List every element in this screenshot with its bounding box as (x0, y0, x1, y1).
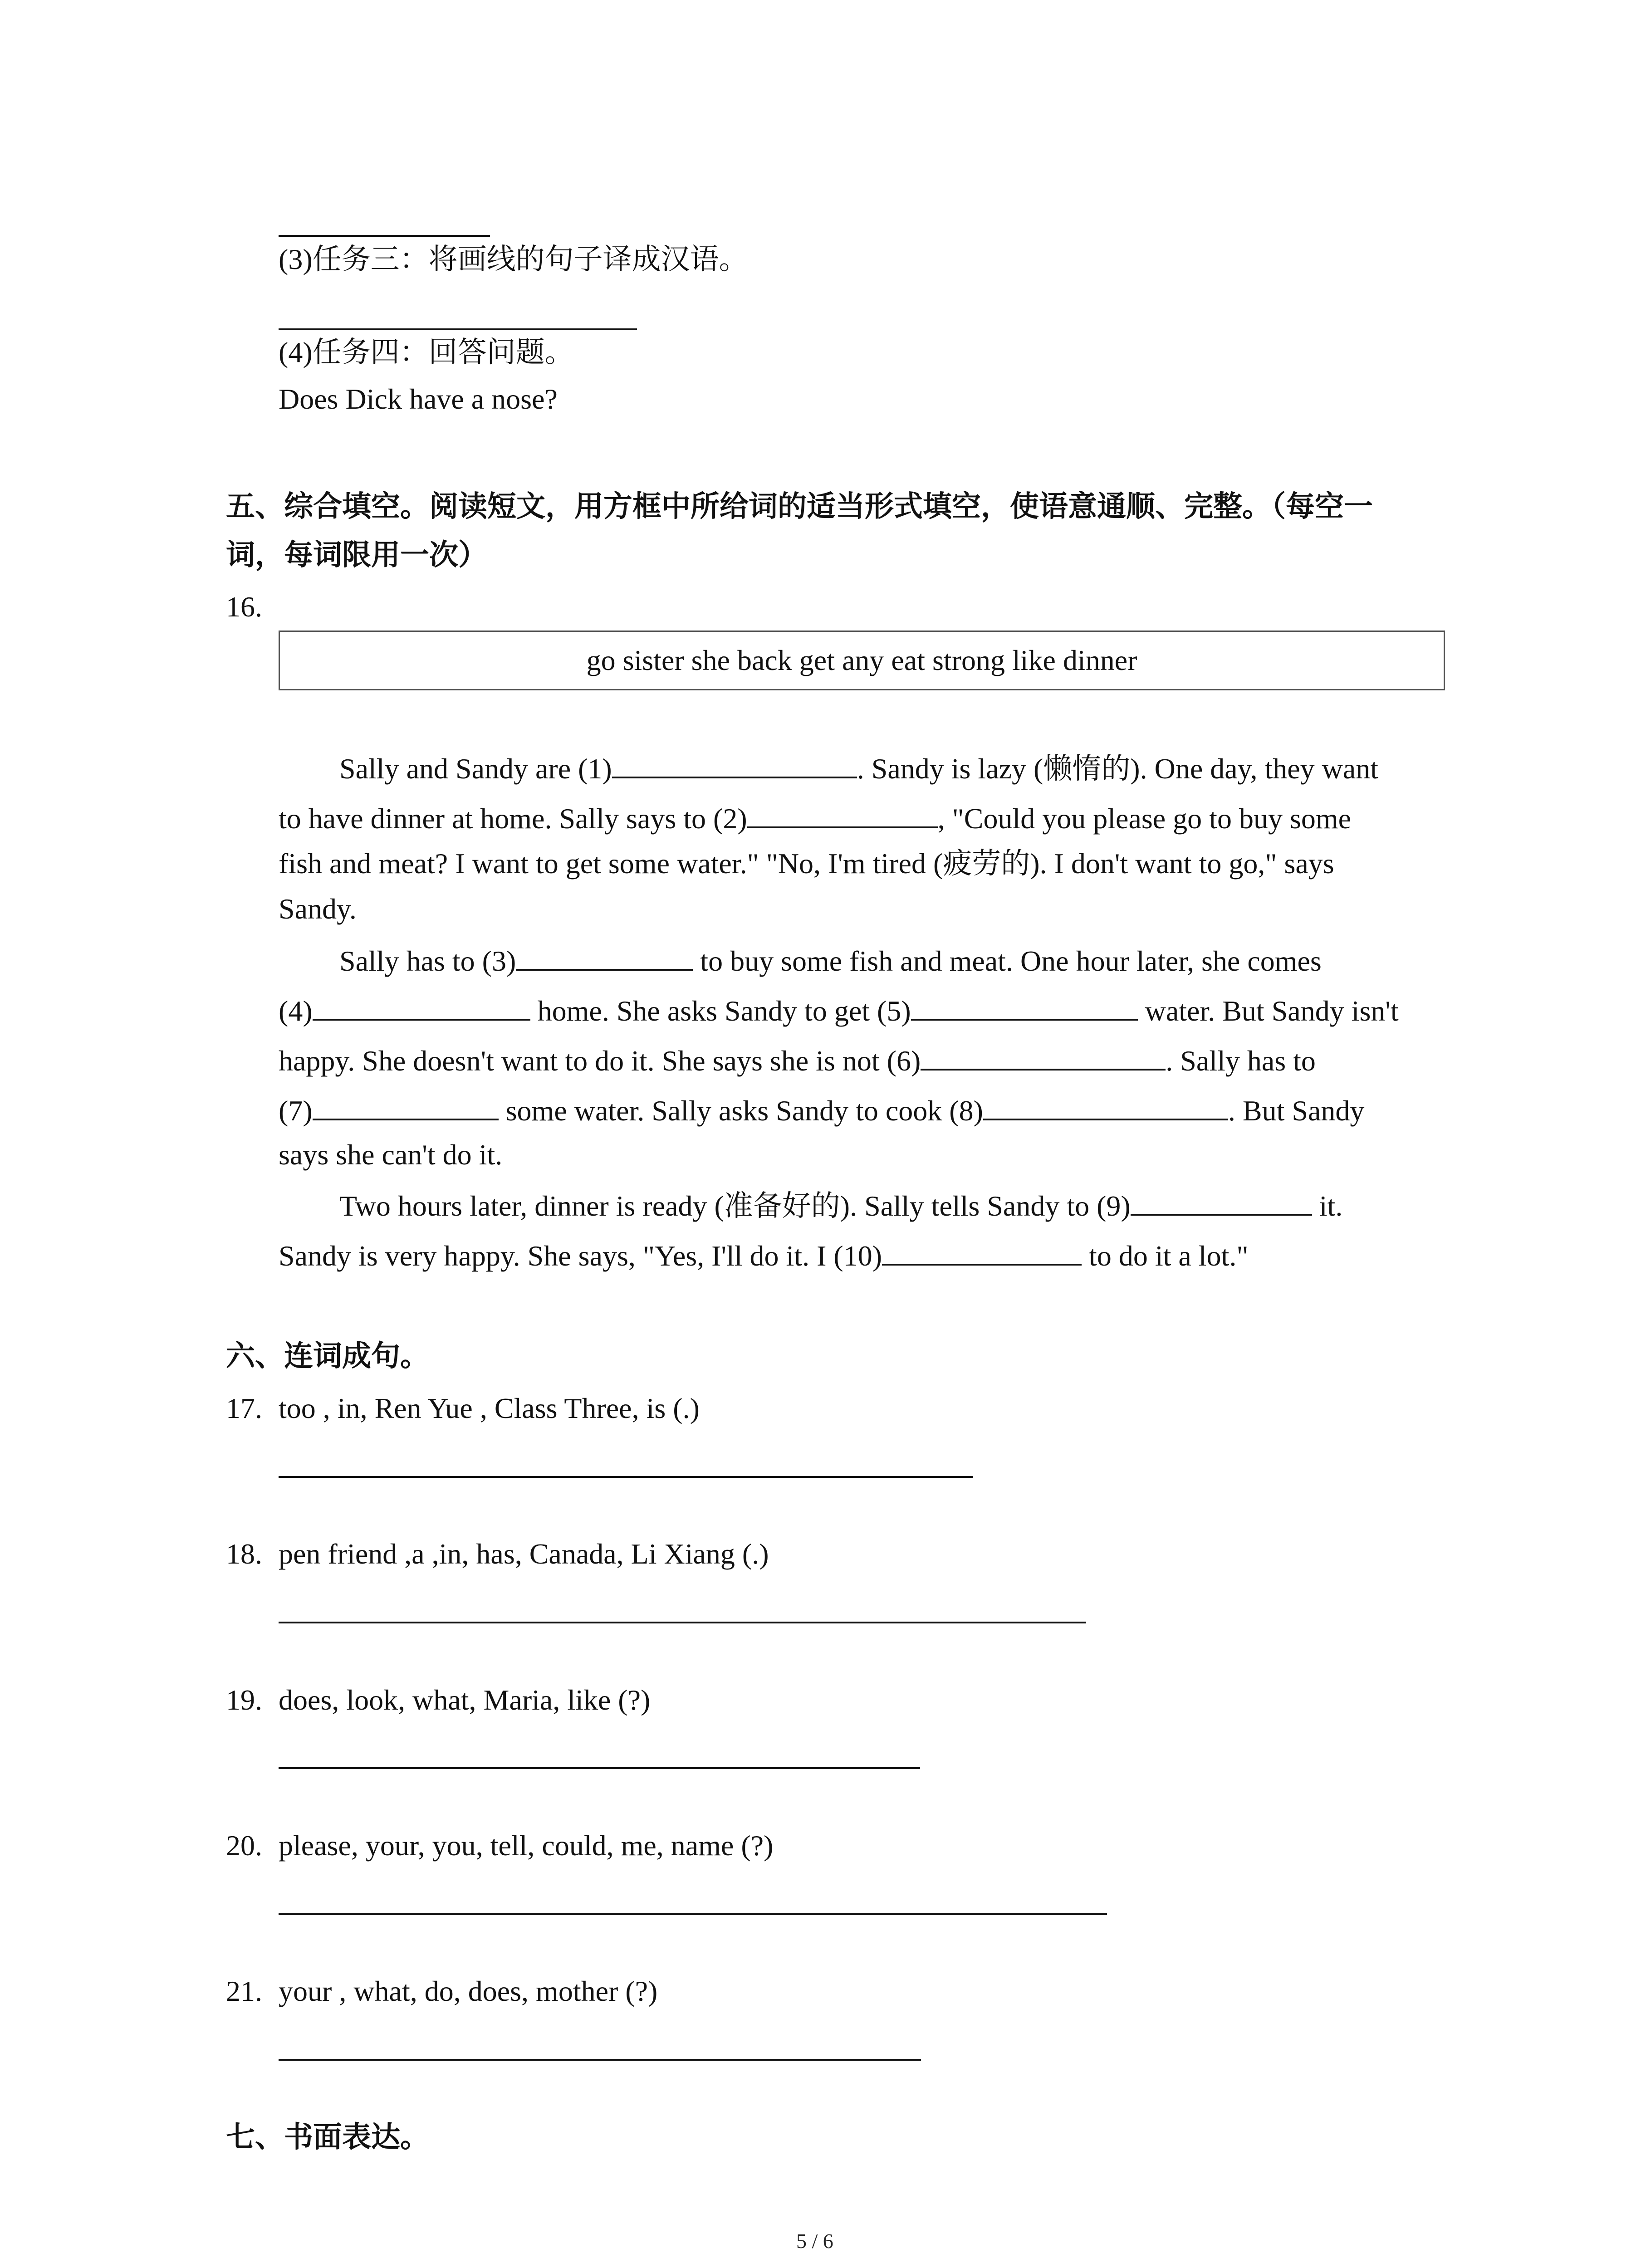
blank-1[interactable] (612, 752, 857, 778)
passage-text: Sally and Sandy are (1) (339, 753, 612, 785)
item-words: does, look, what, Maria, like (?) (279, 1684, 651, 1716)
word-bank-text: go sister she back get any eat strong like dinner (586, 644, 1137, 676)
answer-line-17[interactable] (279, 1476, 973, 1478)
passage-line-6 (279, 994, 1399, 1026)
blank-10[interactable] (882, 1239, 1082, 1266)
passage-text: water. But Sandy isn't (1137, 995, 1399, 1027)
item-number: 17. (226, 1392, 262, 1424)
section7-heading: 七、书面表达。 (226, 2120, 429, 2154)
task3-label: (3)任务三：将画线的句子译成汉语。 (279, 243, 748, 275)
answer-line-18[interactable] (279, 1622, 1086, 1623)
passage-text: home. She asks Sandy to get (5) (530, 995, 911, 1027)
task4-question: Does Dick have a nose? (279, 383, 558, 415)
passage-line-9: says she can't do it. (279, 1139, 503, 1171)
item-number: 21. (226, 1975, 262, 2007)
question-number-16: 16. (226, 591, 262, 623)
passage-text: Sally has to (3) (339, 945, 516, 977)
answer-line-20[interactable] (279, 1913, 1107, 1915)
blank-8[interactable] (983, 1094, 1228, 1120)
answer-line-task3 (279, 328, 637, 330)
item-words: too , in, Ren Yue , Class Three, is (.) (279, 1392, 700, 1424)
passage-line-2 (279, 802, 1351, 833)
passage-text: it. (1312, 1190, 1343, 1222)
passage-line-4: Sandy. (279, 893, 357, 925)
item-number: 18. (226, 1538, 262, 1570)
passage-line-8 (279, 1094, 1364, 1125)
page-number: 5 / 6 (796, 2229, 833, 2253)
passage-line-5 (339, 944, 1322, 976)
blank-7[interactable] (313, 1094, 499, 1120)
passage-text: Two hours later, dinner is ready (准备好的). Sally tells Sandy to (9) (339, 1190, 1131, 1222)
passage-line-11 (279, 1239, 1248, 1271)
blank-9[interactable] (1131, 1189, 1312, 1216)
section6-heading: 六、连词成句。 (226, 1339, 429, 1373)
answer-line-19[interactable] (279, 1767, 920, 1769)
item-words: your , what, do, does, mother (?) (279, 1975, 658, 2007)
passage-line-7 (279, 1044, 1316, 1075)
passage-text: to do it a lot." (1082, 1240, 1249, 1272)
passage-line-10 (339, 1189, 1342, 1221)
section5-heading-line1: 五、综合填空。阅读短文，用方框中所给词的适当形式填空，使语意通顺、完整。（每空一 (226, 489, 1373, 523)
blank-3[interactable] (516, 944, 693, 971)
item-words: please, your, you, tell, could, me, name (?) (279, 1829, 774, 1862)
blank-2[interactable] (747, 802, 938, 828)
blank-4[interactable] (313, 994, 530, 1021)
blank-6[interactable] (921, 1044, 1166, 1070)
passage-text: Sandy is very happy. She says, "Yes, I'll do it. I (10) (279, 1240, 882, 1272)
item-number: 20. (226, 1829, 262, 1862)
passage-text: some water. Sally asks Sandy to cook (8) (498, 1095, 983, 1127)
passage-text: to buy some fish and meat. One hour later, she comes (693, 945, 1322, 977)
answer-line-task2 (279, 235, 490, 237)
item-words: pen friend ,a ,in, has, Canada, Li Xiang (.) (279, 1538, 769, 1570)
passage-line-1 (339, 752, 1378, 783)
blank-5[interactable] (911, 994, 1138, 1021)
passage-text: . But Sandy (1228, 1095, 1365, 1127)
task4-label: (4)任务四：回答问题。 (279, 336, 574, 368)
passage-text: happy. She doesn't want to do it. She says she is not (6) (279, 1045, 921, 1077)
passage-text: . Sandy is lazy (懒惰的). One day, they want (857, 753, 1379, 785)
passage-text: to have dinner at home. Sally says to (2) (279, 802, 747, 835)
word-bank-box (279, 631, 1445, 690)
passage-text: , "Could you please go to buy some (937, 802, 1352, 835)
passage-text: (4) (279, 995, 313, 1027)
passage-text: (7) (279, 1095, 313, 1127)
item-number: 19. (226, 1684, 262, 1716)
passage-text: . Sally has to (1166, 1045, 1316, 1077)
passage-line-3: fish and meat? I want to get some water." "No, I'm tired (疲劳的). I don't want to go," says (279, 847, 1334, 880)
answer-line-21[interactable] (279, 2059, 921, 2061)
section5-heading-line2: 词，每词限用一次） (226, 538, 487, 572)
